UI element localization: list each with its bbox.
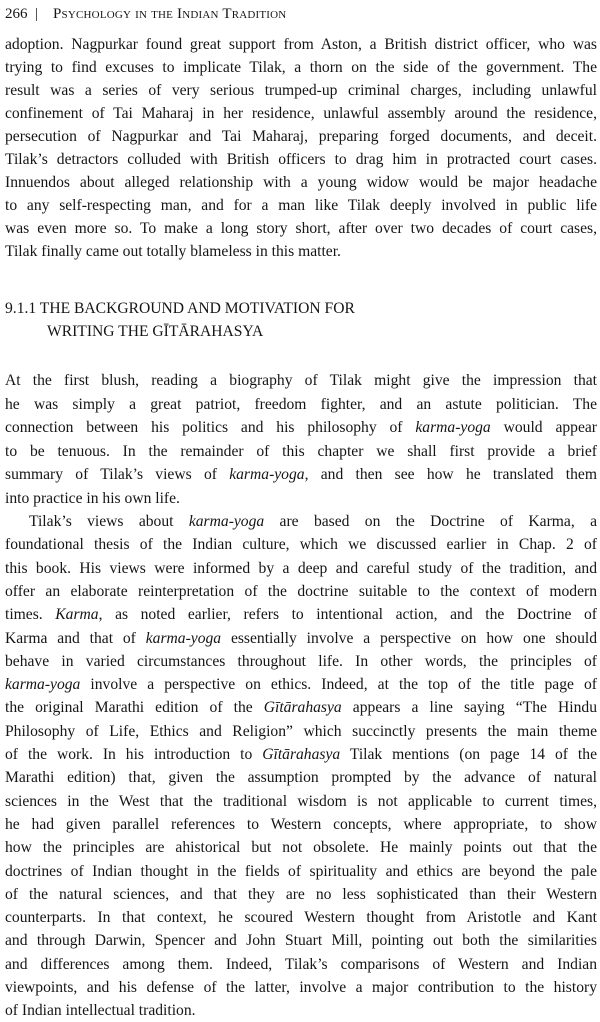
text-line	[5, 417, 597, 439]
text-segment: into practice in his own life.	[5, 490, 180, 507]
text-line	[5, 721, 597, 743]
text-line	[5, 861, 597, 883]
page-number: 266	[5, 6, 28, 22]
text-segment: doctrines of Indian thought in the fields of spirituality and ethics are beyond the pale	[5, 862, 597, 880]
text-line: adoption. Nagpurkar found great support from Aston, a British district officer, who was	[5, 36, 597, 53]
text-segment: viewpoints, and his defense of the latter, involve a major contribution to the history	[5, 979, 597, 996]
text-line: Innuendos about alleged relationship with a young widow would be major headache	[5, 174, 597, 191]
text-segment: of the work. In his introduction to	[5, 746, 263, 763]
italic-term: Gītārahasya	[263, 699, 342, 717]
running-title: Psychology in the Indian Tradition	[53, 6, 287, 22]
text-segment: to be tenuous. In the remainder of this chapter we shall first provide a brief	[5, 442, 597, 460]
text-line: trying to find excuses to implicate Tilak, a thorn on the side of the government. The	[5, 59, 597, 76]
text-segment: and differences among them. Indeed, Tilak’s comparisons of Western and Indian	[5, 955, 597, 973]
italic-term: Gītārahasya	[262, 746, 341, 763]
text-line	[5, 370, 597, 392]
italic-term: Karma	[55, 606, 99, 624]
text-line	[5, 744, 597, 766]
text-segment: he was simply a great patriot, freedom fighter, and an astute politician. The	[5, 395, 597, 413]
text-line	[5, 767, 597, 789]
text-segment: Tilak’s views about	[29, 513, 189, 530]
section-heading-line-2: WRITING THE GĪTĀRAHASYA	[47, 323, 264, 340]
text-segment: Marathi edition) that, given the assumption prompted by the advance of natural	[5, 769, 597, 787]
running-head	[5, 2, 597, 26]
text-line: to any self-respecting man, and for a man like Tilak deeply involved in public life	[5, 197, 597, 214]
section-heading-line-1: 9.1.1 THE BACKGROUND AND MOTIVATION FOR	[5, 300, 355, 317]
text-segment: are based on the Doctrine of Karma, a	[264, 513, 597, 530]
text-segment: , and then see how he translated them	[304, 466, 597, 484]
text-segment: how the principles are ahistorical but not obsolete. He mainly points out that the	[5, 839, 597, 857]
text-segment: Karma and that of	[5, 629, 146, 647]
text-segment: appears a line saying “The Hindu	[341, 699, 597, 717]
text-line	[5, 791, 597, 813]
text-line	[5, 651, 597, 673]
book-page	[5, 0, 597, 1020]
text-line	[5, 464, 597, 486]
text-segment: At the first blush, reading a biography of Tilak might give the impression that	[5, 372, 597, 389]
text-segment: summary of Tilak’s views of	[5, 466, 230, 484]
text-line	[5, 488, 597, 510]
text-line	[5, 534, 597, 556]
italic-term: karma-yoga	[188, 513, 265, 530]
text-segment: , as noted earlier, refers to intentional action, and the Doctrine of	[98, 606, 597, 624]
text-line	[5, 977, 597, 999]
text-segment: and through Darwin, Spencer and John Stuart Mill, pointing out both the similarities	[5, 932, 597, 950]
text-line	[5, 884, 597, 906]
text-line	[5, 1000, 597, 1022]
text-segment: the original Marathi edition of the	[5, 699, 264, 717]
text-segment: involve a perspective on ethics. Indeed, at the top of the title page of	[80, 676, 597, 694]
text-line: Tilak’s detractors colluded with British officers to drag him in protracted court cases.	[5, 151, 597, 168]
text-line	[5, 814, 597, 836]
text-line	[5, 581, 597, 603]
text-line	[5, 954, 597, 976]
text-line	[5, 674, 597, 696]
text-segment: connection between his politics and his philosophy of	[5, 419, 416, 437]
text-line: Tilak finally came out totally blameless in this matter.	[5, 243, 341, 260]
text-line: persecution of Nagpurkar and Tai Maharaj, preparing forged documents, and deceit.	[5, 128, 597, 145]
italic-term: karma-yoga	[5, 676, 81, 694]
text-segment: he had given parallel references to Western concepts, where appropriate, to show	[5, 815, 597, 833]
running-head-separator: |	[35, 6, 39, 22]
text-segment: Philosophy of Life, Ethics and Religion” which succinctly presents the main theme	[5, 722, 597, 740]
text-segment: this book. His views were informed by a deep and careful study of the tradition, and	[5, 559, 597, 577]
text-segment: Tilak mentions (on page 14 of the	[340, 746, 597, 763]
text-line	[5, 511, 597, 533]
text-line	[5, 930, 597, 952]
text-line: confinement of Tai Maharaj in her residence, unlawful assembly around the residence,	[5, 105, 597, 122]
text-segment: would appear	[490, 419, 597, 437]
text-line	[5, 837, 597, 859]
italic-term: karma-yoga	[415, 419, 491, 437]
text-line: was even more so. To make a long story short, after over two decades of court cases,	[5, 220, 597, 237]
text-line	[5, 394, 597, 416]
italic-term: karma-yoga	[145, 629, 222, 647]
text-segment: of Indian intellectual tradition.	[5, 1002, 196, 1020]
text-segment: sciences in the West that the traditional wisdom is not applicable to current times,	[5, 792, 597, 810]
text-line	[5, 441, 597, 463]
text-line	[5, 907, 597, 929]
text-line	[5, 558, 597, 580]
text-segment: foundational thesis of the Indian culture, which we discussed earlier in Chap. 2 of	[5, 536, 597, 554]
text-line	[5, 628, 597, 650]
text-segment: essentially involve a perspective on how one should	[221, 629, 597, 647]
text-line	[5, 697, 597, 719]
text-line: result was a series of very serious trumped-up criminal charges, including unlawful	[5, 82, 597, 99]
text-segment: offer an elaborate reinterpretation of the doctrine suitable to the context of modern	[5, 582, 597, 600]
italic-term: karma-yoga	[229, 466, 305, 484]
text-segment: times.	[5, 606, 56, 624]
text-line	[5, 604, 597, 626]
text-segment: counterparts. In that context, he scoured Western thought from Aristotle and Kant	[5, 909, 597, 927]
text-segment: of the natural sciences, and that they are no less sophisticated than their Western	[5, 885, 597, 903]
text-segment: behave in varied circumstances throughout life. In other words, the principles of	[5, 652, 597, 670]
